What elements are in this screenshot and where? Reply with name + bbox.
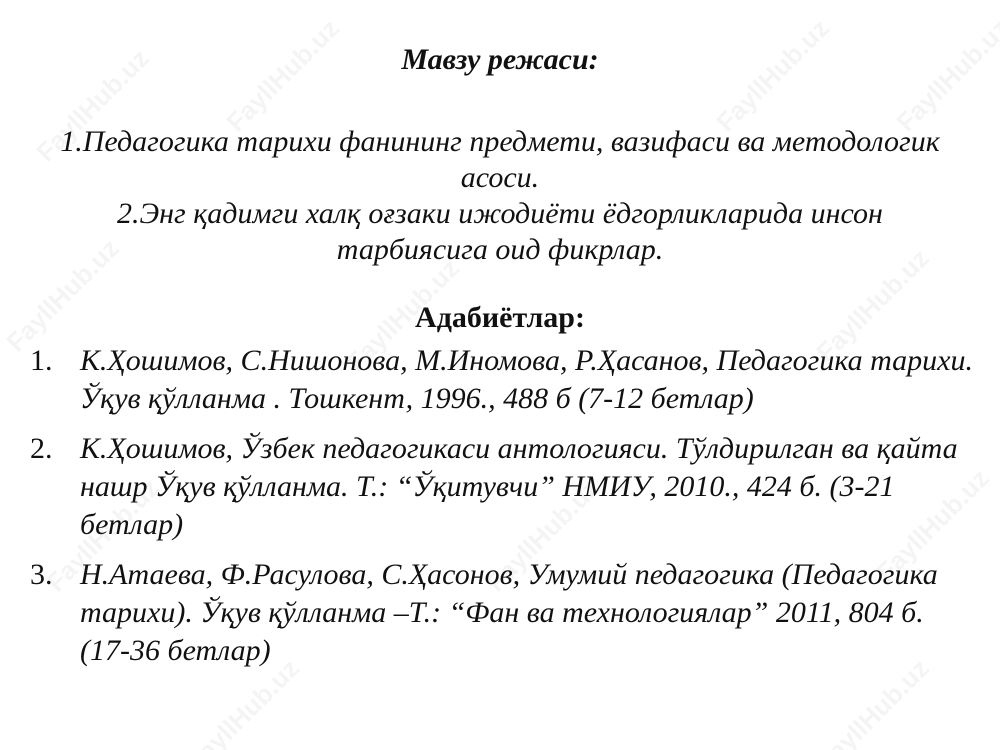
reference-item [30, 342, 980, 418]
reference-item [30, 556, 980, 670]
reference-text: К.Ҳошимов, С.Нишонова, М.Иномова, Р.Ҳасанов, Педагогика тарихи. Ўқув қўлланма . Тошкент, 1996., 488 б (7-12 бетлар) [80, 344, 973, 415]
references-title: Адабиётлар: [415, 301, 585, 334]
reference-number: 3. [30, 558, 53, 591]
topic-title: Мавзу режаси: [401, 43, 599, 76]
topic-list [40, 124, 960, 268]
reference-number: 1. [30, 344, 53, 377]
references-list [30, 342, 980, 682]
reference-item [30, 430, 980, 544]
reference-text: К.Ҳошимов, Ўзбек педагогикаси антологияси. Тўлдирилган ва қайта нашр Ўқув қўлланма. Т.: “Ўқитувчи” НМИУ, 2010., 424 б. (3-21 бетлар) [80, 432, 958, 541]
topic-item: 2.Энг қадимги халқ оғзаки ижодиёти ёдгорликларида инсон тарбиясига оид фикрлар. [117, 197, 883, 266]
reference-text: Н.Атаева, Ф.Расулова, С.Ҳасонов, Умумий педагогика (Педагогика тарихи). Ўқув қўлланма –Т.: “Фан ва технологиялар” 2011, 804 б. (17-36 бетлар) [80, 558, 938, 667]
reference-number: 2. [30, 432, 53, 465]
topic-item: 1.Педагогика тарихи фанининг предмети, вазифаси ва методологик асоси. [60, 125, 940, 194]
